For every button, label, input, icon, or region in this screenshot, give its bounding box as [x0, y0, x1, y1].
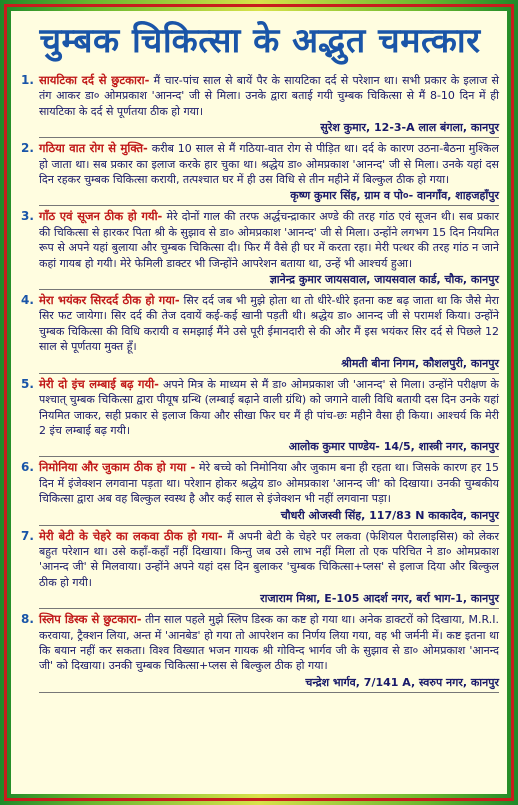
testimonial-text: मेरे बच्चे को निमोनिया और जुकाम बना ही रहता था। जिसके कारण हर 15 दिन में इंजेक्शन लगवाना पड़ता था। परेशान होकर श्रद्धेय डा० ओमप्रकाश 'आनन्द जी' को दिखाया। उनकी चुम्बकीय चिकित्सा द्वारा अब वह बिल्कुल स्वस्थ है और कई साल से इंजेक्शन भी नहीं लगवाना पड़ा।: [39, 461, 499, 506]
testimonial-number: 7.: [21, 528, 34, 543]
testimonial-number: 5.: [21, 376, 34, 391]
testimonial-text: अपने मित्र के माध्यम से मैं डा० ओमप्रकाश जी 'आनन्द' से मिला। उन्होंने परीक्षण के पश्चात् चुम्बक चिकित्सा द्वारा पीयूष ग्रन्थि (लम्बाई बढ़ाने वाली ग्रंथि) को जगाने वाली विधि बतायी दस दिन उनके यहां नियमित जाकर, सही प्रकार से इलाज किया और सीखा फिर घर मैं ही पांच-छः महीने वैसा ही किया। आश्चर्य कि मेरी 2 इंच लम्बाई बढ़ गयी।: [39, 377, 499, 437]
testimonial-body: [39, 209, 499, 271]
testimonial-heading: गठिया वात रोग से मुक्ति-: [39, 141, 148, 156]
testimonial-number: 3.: [21, 209, 34, 224]
testimonial-signature: कृष्ण कुमार सिंह, ग्राम व पो०- वानगाँव, शाहजहाँपुर: [39, 188, 499, 206]
testimonial-8: [21, 612, 499, 674]
testimonial-number: 4.: [21, 293, 34, 308]
testimonial-signature: चन्द्रेश भार्गव, 7/141 A, स्वरुप नगर, कानपुर: [39, 675, 499, 693]
testimonial-text: करीब 10 साल से मैं गठिया-वात रोग से पीड़ित था। दर्द के कारण उठना-बैठना मुश्किल हो जाता था। सब प्रकार का इलाज करके हार चुका था। श्रद्धेय डा० ओमप्रकाश 'आनन्द' जी से मिला। उनके यहां दस दिन रहकर चुम्बक चिकित्सा करायी, तत्पश्चात घर में ही उस विधि से तीन महीने में बिल्कुल ठीक हो गया।: [39, 142, 499, 187]
testimonial-body: [39, 460, 499, 506]
poster-title: चुम्बक चिकित्सा के अद्भुत चमत्कार: [39, 21, 481, 61]
testimonial-text: मैं चार-पांच साल से बायें पैर के सायटिका दर्द से परेशान था। सभी प्रकार के इलाज से तंग आकर डा० ओमप्रकाश 'आनन्द' जी से मिला। उनके द्वारा बताई गयी चुम्बक चिकित्सा से मैं 8-10 दिन में ही सायटिका के दर्द से पूर्णतया ठीक हो गया।: [39, 74, 499, 118]
content-panel: [11, 11, 507, 794]
testimonial-heading: स्लिप डिस्क से छुटकारा-: [39, 612, 142, 627]
testimonial-7: [21, 529, 499, 591]
testimonial-text: सिर दर्द जब भी मुझे होता था तो धीरे-धीरे इतना कष्ट बढ़ जाता था कि जैसे मेरा सिर फट जायेगा। सिर दर्द की तेज दवायें कई-कई खानी पड़ती थी। श्रद्धेय डा० आनन्द जी से परामर्श किया। उन्होंने चुम्बक चिकित्सा की विधि करायी व समझाई मैंने उसे पूरी ईमानदारी से की और मैं इस भयंकर सिर दर्द से पिछले 12 साल से पूर्णतया मुक्त हूँ।: [39, 294, 500, 354]
testimonial-heading: मेरी दो इंच लम्बाई बढ़ गयी-: [39, 376, 159, 391]
testimonial-signature: सुरेश कुमार, 12-3-A लाल बंगला, कानपुर: [39, 120, 499, 138]
testimonial-heading: सायटिका दर्द से छुटकारा-: [39, 73, 150, 87]
testimonial-signature: श्रीमती बीना निगम, कौशलपुरी, कानपुर: [39, 356, 499, 374]
testimonial-body: [39, 141, 499, 187]
testimonial-text: मेरे दोनों गाल की तरफ अर्द्धचन्द्राकार अण्डे की तरह गांठ एवं सूजन थी। सब प्रकार की चिकित्सा से हारकर पिता श्री के सुझाव से डा० ओमप्रकाश 'आनन्द' जी से मिला। उन्होंने लगभग 15 दिन नियमित रूप से अपने यहां बुलाया और चुम्बक चिकित्सा दी। फिर मैं वैसे ही घर में करता रहा। मेरी पत्थर की तरह गांठ न जाने कहां गायब हो गयी। मेरे फेमिली डाक्टर भी जिन्होंने आपरेशन बताया था, उन्हें भी आश्चर्य हुआ।: [39, 210, 499, 270]
testimonial-1: [21, 73, 499, 119]
testimonial-signature: चौधरी ओजस्वी सिंह, 117/83 N काकादेव, कानपुर: [39, 508, 499, 526]
testimonial-number: 8.: [21, 612, 34, 627]
testimonial-body: [39, 612, 499, 674]
testimonial-heading: मेरा भयंकर सिरदर्द ठीक हो गया-: [39, 293, 180, 308]
testimonial-5: [21, 377, 499, 439]
testimonial-signature: ज्ञानेन्द्र कुमार जायसवाल, जायसवाल कार्ड, चौक, कानपुर: [39, 272, 499, 290]
testimonial-text: मैं अपनी बेटी के चेहरे पर लकवा (फेशियल पैरालाइसिस) को लेकर बहुत परेशान था। उसे कहाँ-कहाँ नहीं दिखाया। किन्तु जब उसे लाभ नहीं मिला तो एक परिचित ने डा० ओमप्रकाश 'आनन्द जी' से मिलवाया। उन्होंने अपने यहां दस दिन बुलाकर 'चुम्बक चिकित्सा+प्लस' से इलाज दिया और बिल्कुल ठीक हो गयी।: [39, 529, 499, 589]
testimonial-signature: राजाराम मिश्रा, E-105 आदर्श नगर, बर्रा भाग-1, कानपुर: [39, 591, 499, 609]
testimonial-6: [21, 460, 499, 506]
testimonial-body: [39, 293, 499, 355]
testimonial-heading: निमोनिया और जुकाम ठीक हो गया -: [39, 460, 196, 475]
testimonial-heading: गाँठ एवं सूजन ठीक हो गयी-: [39, 209, 163, 224]
testimonial-number: 6.: [21, 460, 34, 475]
testimonial-list: [21, 73, 499, 693]
testimonial-text: तीन साल पहले मुझे स्लिप डिस्क का कष्ट हो गया था। अनेक डाक्टरों को दिखाया, M.R.I. करवाया, ट्रैक्शन लिया, अन्त में 'आनबेड' हो गया तो आपरेशन का निर्णय लिया गया, वह भी जर्मनी में। कष्ट इतना था कि बयान नहीं कर सकता। विश्व विख्यात भजन गायक श्री गोविन्द भार्गव जी के सुझाव से डा० ओमप्रकाश 'आनन्द जी' को दिखाया। उनकी चुम्बक चिकित्सा+प्लस से बिल्कुल ठीक हो गया।: [39, 613, 500, 673]
testimonial-number: 1.: [21, 73, 34, 87]
testimonial-2: [21, 141, 499, 187]
testimonial-number: 2.: [21, 141, 34, 156]
testimonial-body: [39, 377, 499, 439]
testimonial-body: [39, 529, 499, 591]
testimonial-heading: मेरी बेटी के चेहरे का लकवा ठीक हो गया-: [39, 528, 223, 543]
testimonial-3: [21, 209, 499, 271]
testimonial-signature: आलोक कुमार पाण्डेय- 14/5, शास्त्री नगर, कानपुर: [39, 439, 499, 457]
testimonial-4: [21, 293, 499, 355]
testimonial-body: [39, 73, 499, 119]
